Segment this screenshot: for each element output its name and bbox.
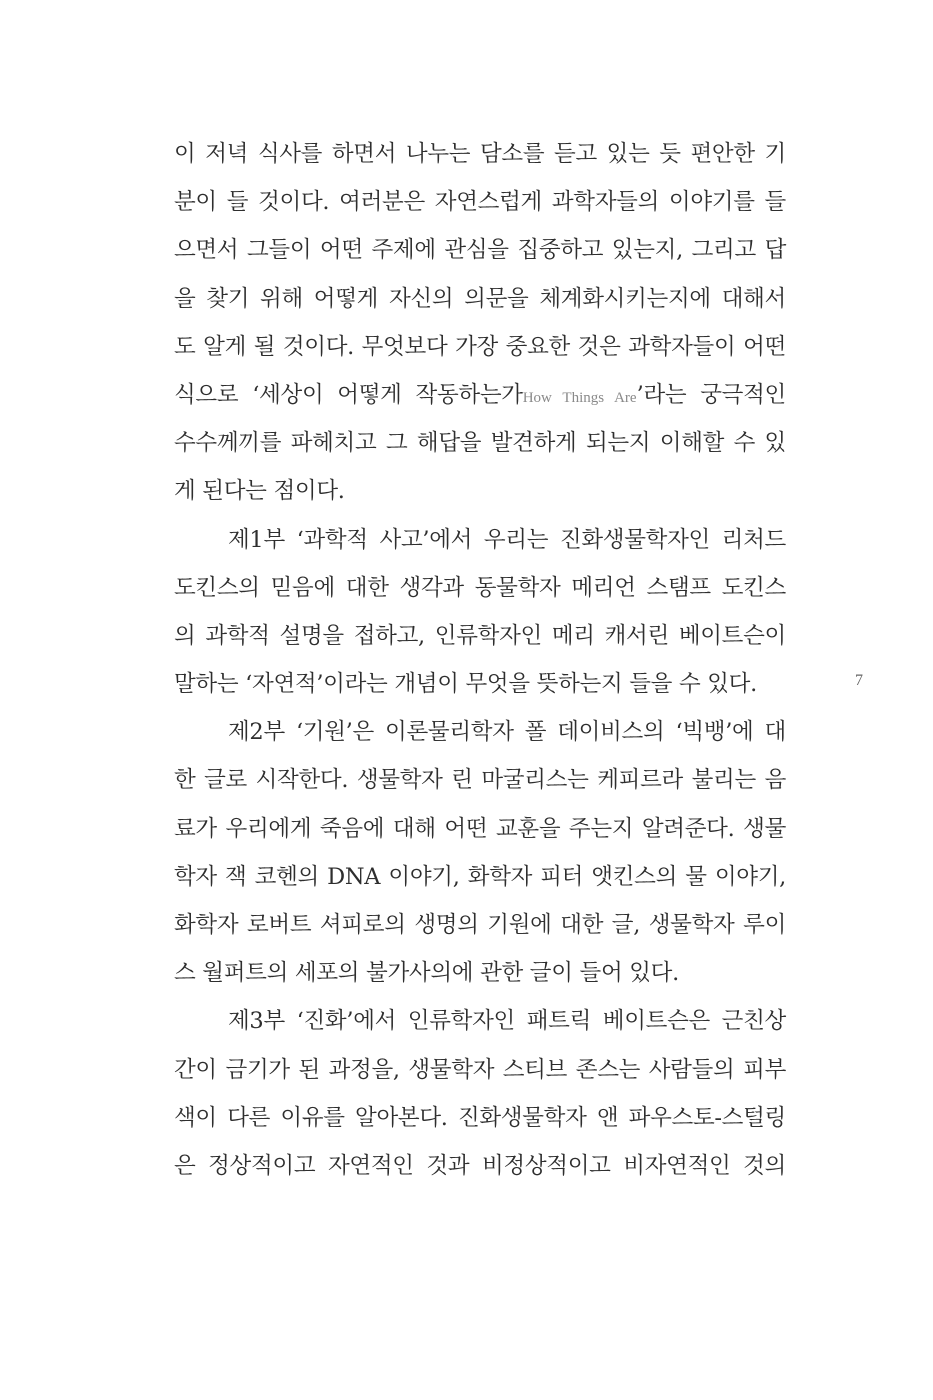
text-segment: 식으로 ‘세상이 어떻게 작동하는가 xyxy=(174,381,523,408)
english-gloss: How Things Are xyxy=(522,389,637,406)
text-line: 게 된다는 점이다. xyxy=(174,478,345,505)
text-line: 은 정상적이고 자연적인 것과 비정상적이고 비자연적인 것의 xyxy=(174,1152,786,1179)
paragraph-start-part2: 제2부 ‘기원’은 이론물리학자 폴 데이비스의 ‘빅뱅’에 대 xyxy=(228,719,786,746)
paragraph-start-part1: 제1부 ‘과학적 사고’에서 우리는 진화생물학자인 리처드 xyxy=(228,526,786,553)
text-line xyxy=(174,371,786,419)
text-line: 학자 잭 코헨의 DNA 이야기, 화학자 피터 앳킨스의 물 이야기, xyxy=(174,863,786,890)
page-number: 7 xyxy=(855,672,863,689)
text-line: 의 과학적 설명을 접하고, 인류학자인 메리 캐서린 베이트슨이 xyxy=(174,622,786,649)
text-line: 도 알게 될 것이다. 무엇보다 가장 중요한 것은 과학자들이 어떤 xyxy=(174,333,786,360)
text-line: 간이 금기가 된 과정을, 생물학자 스티브 존스는 사람들의 피부 xyxy=(174,1056,786,1083)
text-line: 도킨스의 믿음에 대한 생각과 동물학자 메리언 스탬프 도킨스 xyxy=(174,574,786,601)
text-line: 료가 우리에게 죽음에 대해 어떤 교훈을 주는지 알려준다. 생물 xyxy=(174,815,786,842)
text-line: 분이 들 것이다. 여러분은 자연스럽게 과학자들의 이야기를 들 xyxy=(174,189,786,216)
body-text xyxy=(174,130,786,1190)
text-line: 말하는 ‘자연적’이라는 개념이 무엇을 뜻하는지 들을 수 있다. xyxy=(174,671,757,698)
text-line: 한 글로 시작한다. 생물학자 린 마굴리스는 케피르라 불리는 음 xyxy=(174,767,786,794)
paragraph-start-part3: 제3부 ‘진화’에서 인류학자인 패트릭 베이트슨은 근친상 xyxy=(228,1008,786,1035)
text-line: 이 저녁 식사를 하면서 나누는 담소를 듣고 있는 듯 편안한 기 xyxy=(174,141,786,167)
text-segment: ’라는 궁극적인 xyxy=(636,381,786,408)
text-line: 을 찾기 위해 어떻게 자신의 의문을 체계화시키는지에 대해서 xyxy=(174,285,786,312)
text-line: 화학자 로버트 셔피로의 생명의 기원에 대한 글, 생물학자 루이 xyxy=(174,912,786,938)
text-line: 스 월퍼트의 세포의 불가사의에 관한 글이 들어 있다. xyxy=(174,960,679,987)
text-line: 색이 다른 이유를 알아본다. 진화생물학자 앤 파우스토-스털링 xyxy=(174,1104,786,1131)
text-line: 으면서 그들이 어떤 주제에 관심을 집중하고 있는지, 그리고 답 xyxy=(174,237,786,264)
text-line: 수수께끼를 파헤치고 그 해답을 발견하게 되는지 이해할 수 있 xyxy=(174,430,786,457)
